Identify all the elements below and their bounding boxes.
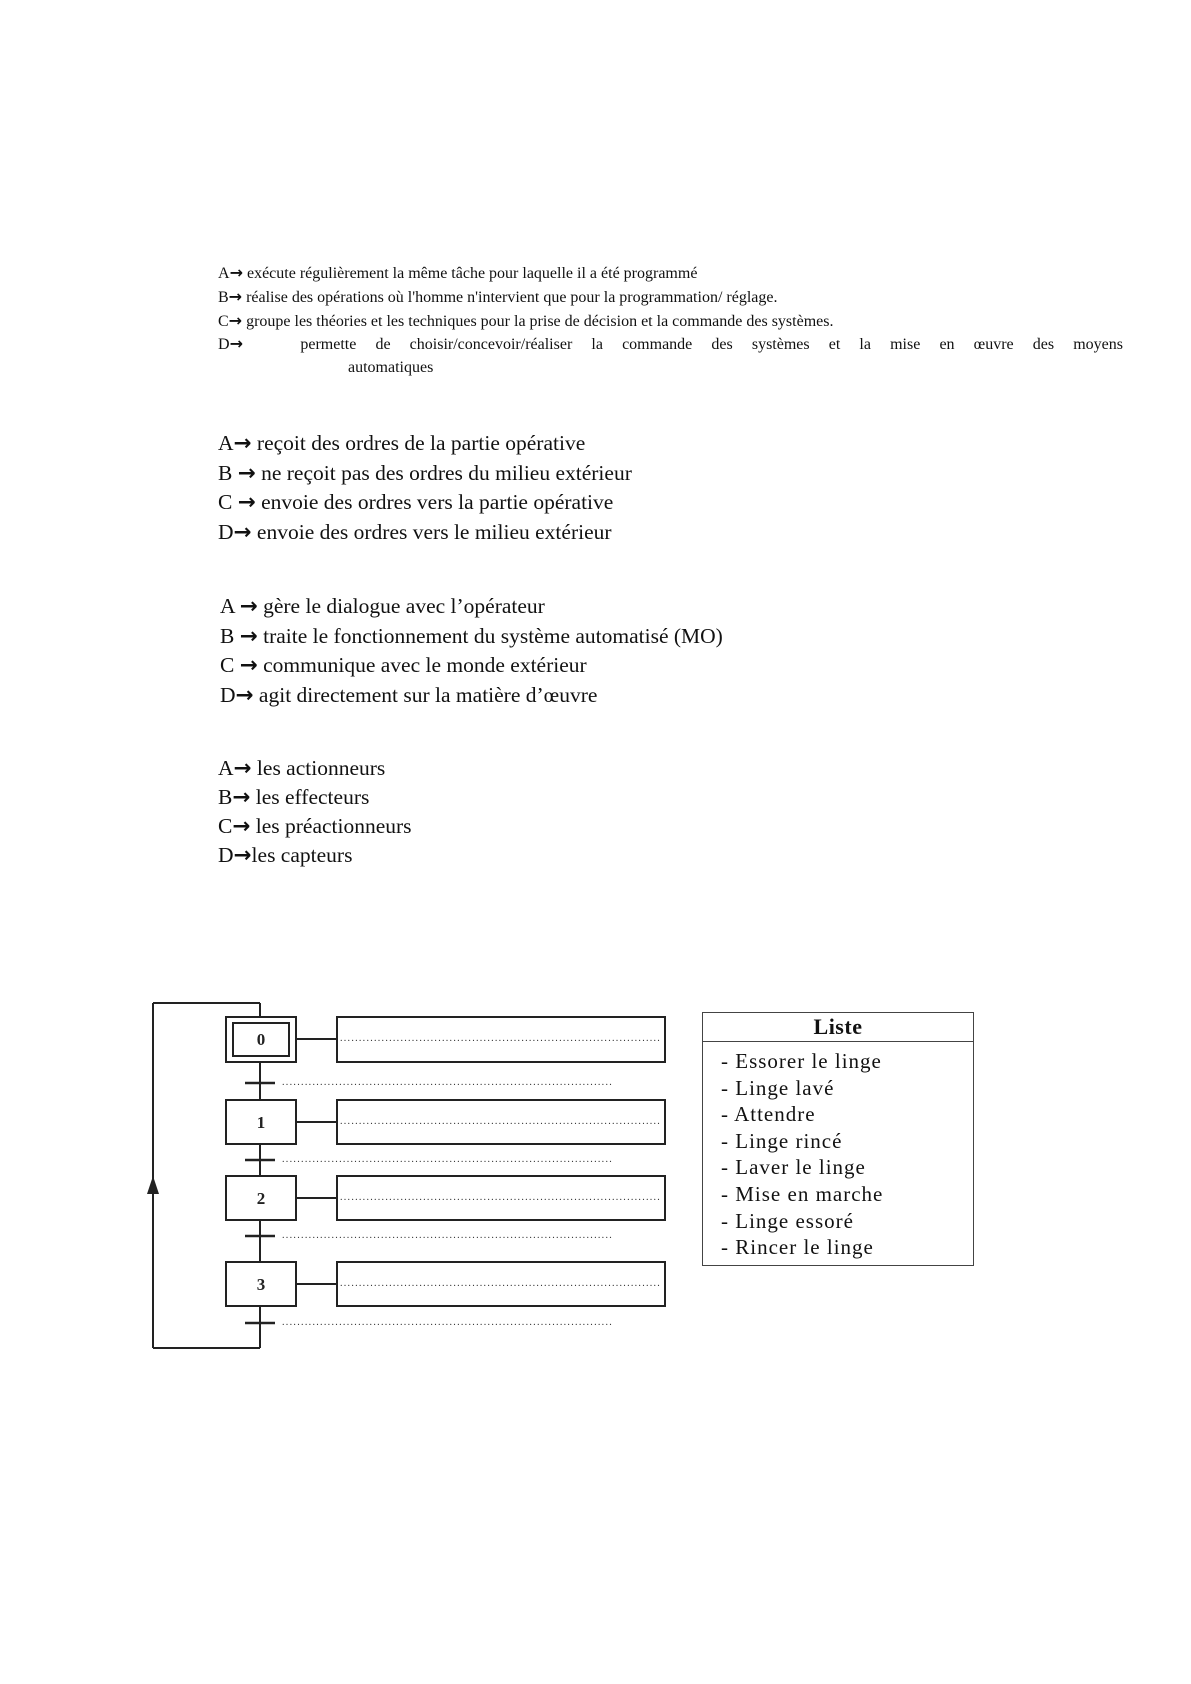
step-3-label: 3 (256, 1275, 266, 1294)
arrow-icon: → (232, 814, 251, 839)
arrow-icon: → (233, 843, 252, 868)
arrow-icon: → (239, 594, 258, 619)
arrow-icon: → (239, 623, 258, 649)
arrow-icon: → (233, 431, 252, 456)
step-0-label: 0 (256, 1030, 266, 1049)
q4-option-a: A→ les actionneurs (218, 756, 386, 781)
q3-option-c: C → communique avec le monde extérieur (220, 653, 587, 678)
arrow-icon: → (229, 334, 243, 354)
q2-option-b: B → ne reçoit pas des ordres du milieu extérieur (218, 460, 632, 486)
arrow-icon: → (239, 653, 258, 678)
q1-option-d-continuation: automatiques (348, 359, 434, 377)
q4-option-c: C→ les préactionneurs (218, 814, 412, 839)
step-1-label: 1 (256, 1113, 266, 1132)
arrow-icon: → (235, 682, 254, 708)
q1-option-a: A→ exécute régulièrement la même tâche pour laquelle il a été programmé (218, 263, 698, 282)
step-2-label: 2 (256, 1189, 266, 1208)
transition-0-placeholder: ....................................................................................... (282, 1077, 613, 1088)
action-0-placeholder: ..................................................................................... (340, 1033, 660, 1044)
q4-option-b: B→ les effecteurs (218, 785, 370, 810)
q1-option-b: B→ réalise des opérations où l'homme n'intervient que pour la programmation/ réglage. (218, 286, 778, 306)
liste-item: - Linge rincé (721, 1128, 843, 1153)
loop-arrow-icon (147, 1176, 159, 1194)
q1-option-c: C→ groupe les théories et les techniques pour la prise de décision et la commande des systèmes. (218, 310, 834, 330)
liste-box (702, 1012, 974, 1266)
liste-item: - Attendre (721, 1102, 816, 1127)
arrow-icon: → (229, 263, 243, 282)
q4-option-d: D→les capteurs (218, 843, 353, 868)
q2-option-a: A→ reçoit des ordres de la partie opérative (218, 431, 586, 456)
transition-2-placeholder: ....................................................................................... (282, 1230, 613, 1241)
q2-option-d: D→ envoie des ordres vers le milieu extérieur (218, 519, 612, 545)
q2-option-c: C → envoie des ordres vers la partie opérative (218, 490, 614, 515)
q3-option-b: B → traite le fonctionnement du système automatisé (MO) (220, 623, 723, 649)
q1-option-d: D→ permette de choisir/concevoir/réaliser la commande des systèmes et la mise en œuvre des moyens (218, 334, 1124, 354)
liste-item: - Mise en marche (721, 1181, 884, 1206)
liste-items (703, 1042, 973, 1261)
q3-option-d: D→ agit directement sur la matière d’œuvre (220, 682, 598, 708)
arrow-icon: → (233, 519, 252, 545)
liste-item: - Linge lavé (721, 1075, 835, 1100)
transition-3-placeholder: ....................................................................................... (282, 1317, 613, 1328)
liste-item: - Laver le linge (721, 1155, 866, 1180)
arrow-icon: → (233, 756, 252, 781)
liste-title: Liste (703, 1013, 973, 1042)
q3-option-a: A → gère le dialogue avec l’opérateur (220, 594, 545, 619)
arrow-icon: → (228, 310, 243, 330)
action-3-placeholder: ..................................................................................... (340, 1278, 660, 1289)
action-1-placeholder: ..................................................................................... (340, 1116, 660, 1127)
arrow-icon: → (237, 490, 256, 515)
liste-item: - Essorer le linge (721, 1049, 882, 1073)
liste-item: - Linge essoré (721, 1208, 854, 1233)
transition-1-placeholder: ....................................................................................... (282, 1154, 613, 1165)
action-2-placeholder: ..................................................................................... (340, 1192, 660, 1203)
arrow-icon: → (228, 286, 243, 306)
liste-item: - Rincer le linge (721, 1235, 874, 1260)
arrow-icon: → (237, 460, 256, 486)
arrow-icon: → (232, 785, 251, 810)
